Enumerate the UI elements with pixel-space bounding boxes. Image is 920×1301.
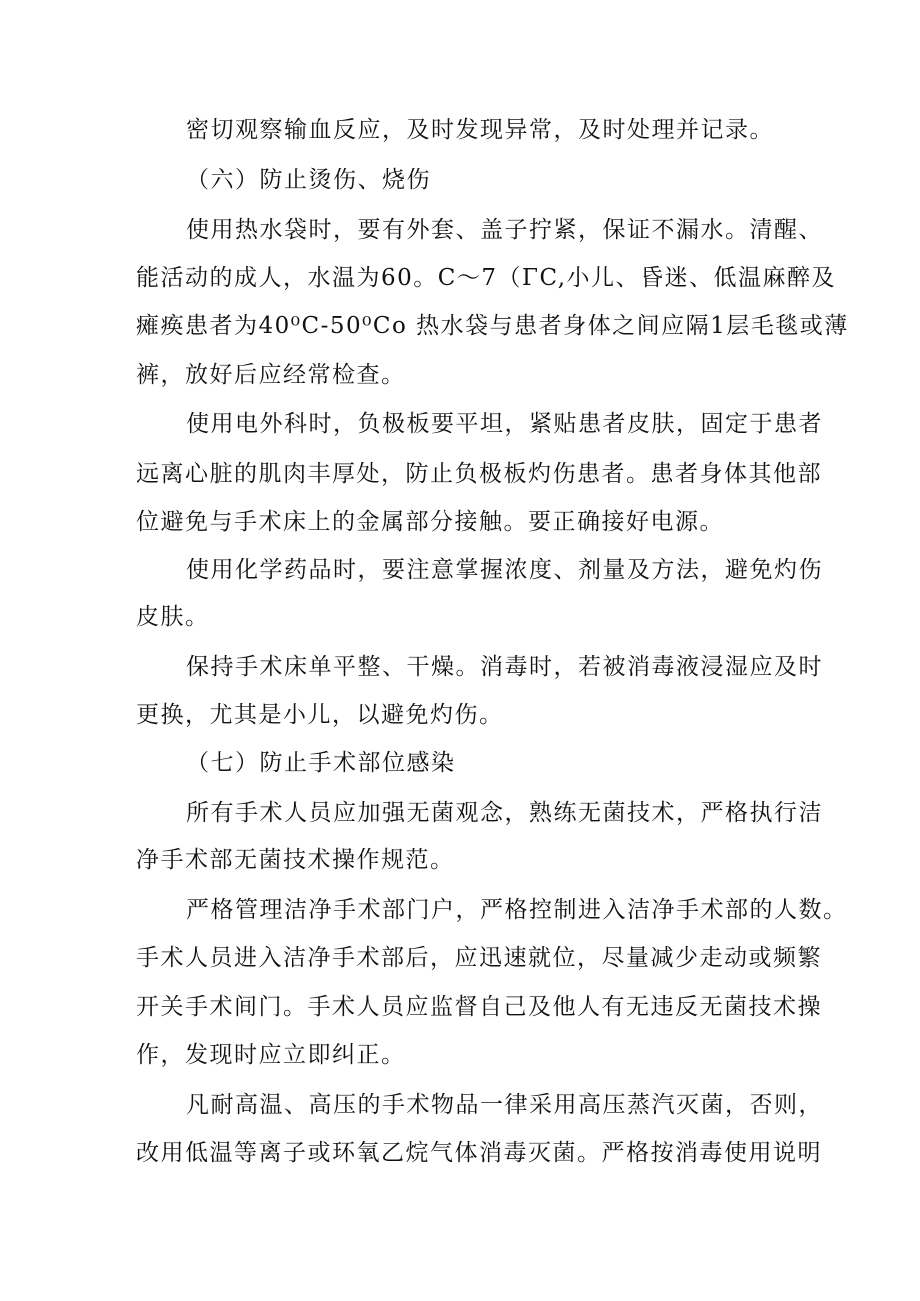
paragraph-line: 保持手术床单平整、干燥。消毒时，若被消毒液浸湿应及时 [186, 654, 823, 680]
paragraph-line: 密切观察输血反应，及时发现异常，及时处理并记录。 [186, 117, 774, 143]
paragraph-line: 远离心脏的肌肉丰厚处，防止负极板灼伤患者。患者身体其他部 [136, 461, 822, 487]
paragraph-line: 位避免与手术床上的金属部分接触。要正确接好电源。 [136, 509, 724, 535]
paragraph-line: 使用化学药品时，要注意掌握浓度、剂量及方法，避免灼伤 [186, 557, 823, 583]
paragraph-line: 皮肤。 [136, 604, 210, 630]
paragraph-line: 凡耐高温、高压的手术物品一律采用高压蒸汽灭菌，否则， [186, 1092, 823, 1118]
paragraph-line: 手术人员进入洁净手术部后，应迅速就位，尽量减少走动或频繁 [136, 945, 822, 971]
paragraph-line: 所有手术人员应加强无菌观念，熟练无菌技术，严格执行洁 [186, 800, 823, 826]
section-heading: （七）防止手术部位感染 [186, 750, 456, 776]
paragraph-line: 作，发现时应立即纠正。 [136, 1042, 406, 1068]
paragraph-line: 严格管理洁净手术部门户，严格控制进入洁净手术部的人数。 [186, 897, 848, 923]
paragraph-line: 更换，尤其是小儿，以避免灼伤。 [136, 702, 504, 728]
paragraph-line: 改用低温等离子或环氧乙烷气体消毒灭菌。严格按消毒使用说明 [136, 1140, 822, 1166]
paragraph-line: 使用电外科时，负极板要平坦，紧贴患者皮肤，固定于患者 [186, 411, 823, 437]
paragraph-line: 裤，放好后应经常检查。 [136, 362, 406, 388]
paragraph-line: 能活动的成人，水温为60。C～7（ΓC,小儿、昏迷、低温麻醉及 [136, 265, 837, 291]
section-heading: （六）防止烫伤、烧伤 [186, 167, 431, 193]
paragraph-line: 瘫痪患者为40⁰C-50⁰Co 热水袋与患者身体之间应隔1层毛毯或薄 [136, 313, 849, 339]
paragraph-line: 使用热水袋时，要有外套、盖子拧紧，保证不漏水。清醒、 [186, 217, 823, 243]
paragraph-line: 开关手术间门。手术人员应监督自己及他人有无违反无菌技术操 [136, 994, 822, 1020]
paragraph-line: 净手术部无菌技术操作规范。 [136, 847, 455, 873]
